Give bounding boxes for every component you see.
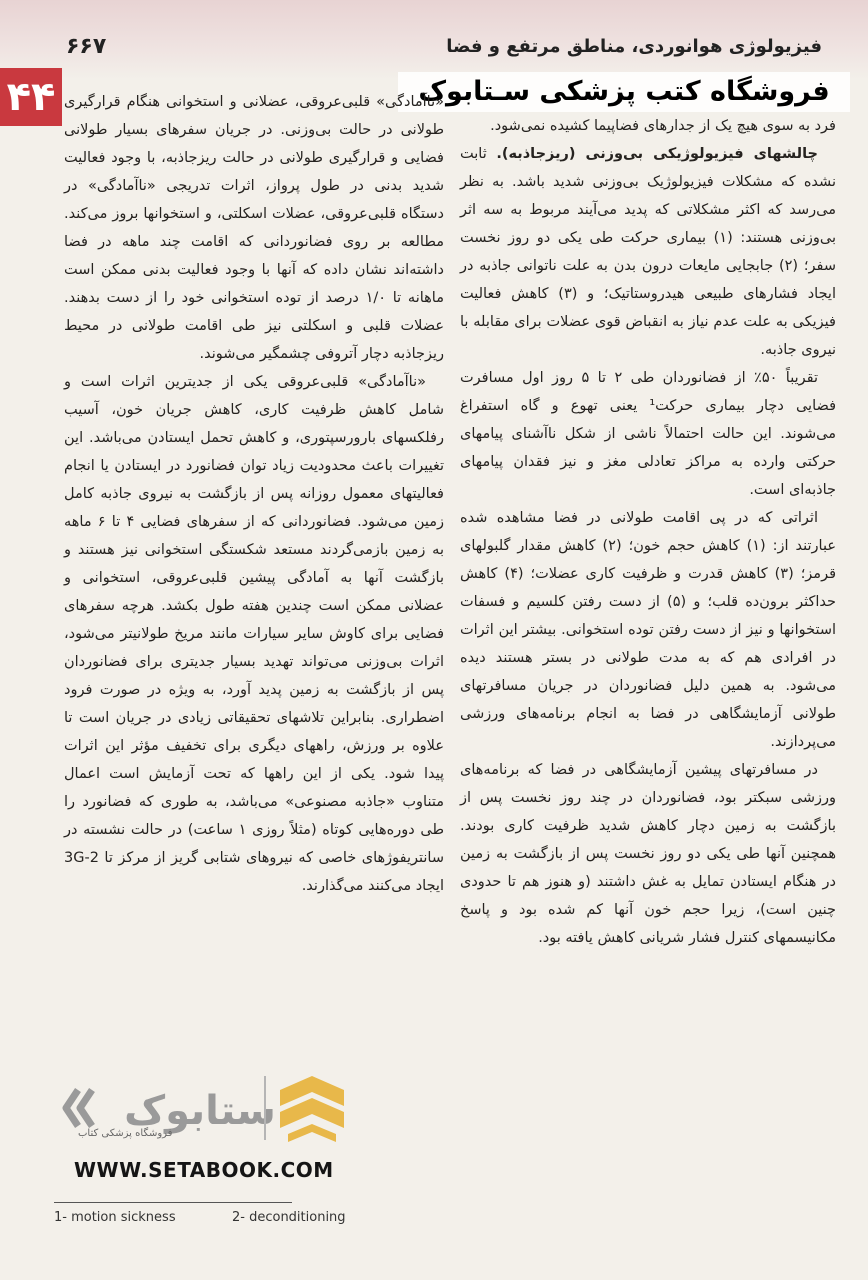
right-paragraph-3: اثراتی که در پی اقامت طولانی در فضا مشاهده شده عبارتند از: (۱) کاهش حجم خون؛ (۲) کاهش مقدار گلبولهای قرمز؛ (۳) کاهش قدرت و ظرفیت کاری عضلات؛ (۴) کاهش حداکثر برون‌ده قلب؛ و (۵) از دست رفتن کلسیم و فسفات استخوانها و نیز از دست رفتن توده استخوانی. بیشتر این اثرات در افرادی هم که به مدت طولانی در بستر هستند دیده می‌شود. به همین دلیل فضانوردان در جریان مسافرتهای طولانی آزمایشگاهی در فضا به انجام برنامه‌های ورزشی می‌پردازند. bbox=[460, 510, 837, 750]
right-paragraph-1-body: ثابت نشده که مشکلات فیزیولوژیک بی‌وزنی شدید باشد. به نظر می‌رسد که اکثر مشکلاتی که پدید می‌آیند مربوط به سه اثر بی‌وزنی هستند: (۱) بیماری حرکت طی یکی دو روز نخست سفر؛ (۲) جابجایی مایعات درون بدن به علت ناتوانی جاذبه در ایجاد فشارهای طبیعی هیدروستاتیک؛ و (۳) کاهش فعالیت فیزیکی به علت عدم نیاز به انقباض قوی عضلات برای مقابله با نیروی جاذبه. bbox=[460, 146, 836, 358]
watermark-banner: فروشگاه کتب پزشکی سـتابوک bbox=[398, 72, 850, 112]
section-heading: چالشهای فیزیولوژیکی بی‌وزنی (ریزجاذبه). bbox=[496, 146, 819, 162]
right-paragraph-1 bbox=[460, 140, 836, 364]
chapter-tab: ۴۴ bbox=[0, 68, 62, 126]
brand-mark: ستابوک bbox=[124, 1088, 276, 1134]
right-paragraph-0: فرد به سوی هیچ یک از جدارهای فضاپیما کشیده نمی‌شود. bbox=[490, 118, 836, 134]
left-paragraph-1: «ناآمادگی» قلبی‌عروقی، عضلانی و استخوانی هنگام قرارگیری طولانی در حالت بی‌وزنی. در جریان سفرهای بسیار طولانی فضایی و قرارگیری طولانی در حالت ریزجاذبه، با وجود فعالیت شدید بدنی در طول پرواز، اثرات تدریجی «ناآمادگی» در دستگاه قلبی‌عروقی، عضلات اسکلتی، و استخوانها بروز می‌کند. مطالعه بر روی فضانوردانی که اقامت چند ماهه در فضا داشته‌اند نشان داده که آنها با وجود فعالیت بدنی ممکن است ماهانه تا ۱/۰ درصد از توده استخوانی خود را از دست بدهند. عضلات قلبی و اسکلتی نیز طی اقامت طولانی در محیط ریزجاذبه دچار آتروفی چشمگیر می‌شوند. bbox=[64, 94, 444, 362]
logo-caption: فروشگاه پزشکی کتاب bbox=[78, 1128, 173, 1139]
footnote-2: 2- deconditioning bbox=[232, 1210, 346, 1225]
footnote-1: 1- motion sickness bbox=[54, 1210, 176, 1225]
footnote-rule bbox=[54, 1202, 292, 1203]
setabook-logo-icon bbox=[60, 1068, 380, 1158]
left-paragraph-2: «ناآمادگی» قلبی‌عروقی یکی از جدیترین اثرات است و شامل کاهش ظرفیت کاری، کاهش جریان خون، آسیب رفلکسهای بارورسپتوری، و کاهش تحمل ایستادن می‌باشد. این تغییرات باعث محدودیت زیاد توان فضانورد در ایستادن یا انجام فعالیتهای معمول روزانه پس از بازگشت به نیروی جاذبه کامل زمین می‌شود. فضانوردانی که از سفرهای فضایی ۴ تا ۶ ماهه به زمین بازمی‌گردند مستعد شکستگی استخوانی نیز هستند و بازگشت آنها به آمادگی پیشین قلبی‌عروقی، استخوانی و عضلانی ممکن است چندین هفته طول بکشد. هرچه سفرهای فضایی برای کاوش سایر سیارات مانند مریخ طولانیتر می‌شود، اثرات بی‌وزنی می‌تواند تهدید بسیار جدیتری برای فضانوردان پس از بازگشت به زمین پدید آورد، به ویژه در صورت فرود اضطراری. بنابراین تلاشهای تحقیقاتی زیادی در جریان است تا علاوه بر ورزش، راههای دیگری برای تخفیف مؤثر این اثرات پیدا شود. یکی از این راهها که تحت آزمایش است اعمال متناوب «جاذبه مصنوعی» می‌باشد، به طوری که فضانورد را طی دوره‌هایی کوتاه (مثلاً روزی ۱ ساعت) در حالت نشسته در سانتریفوژهای خاصی که نیروهای شتابی گریز از مرکز تا 2-3G ایجاد می‌کنند می‌گذارند. bbox=[64, 374, 445, 894]
right-paragraph-4: در مسافرتهای پیشین آزمایشگاهی در فضا که برنامه‌های ورزشی سبکتر بود، فضانوردان در چند روز نخست پس از بازگشت به زمین دچار کاهش شدید ظرفیت کاری بودند. همچنین آنها طی یکی دو روز نخست پس از بازگشت به زمین در هنگام ایستادن تمایل به غش داشتند (و هنوز هم تا حدودی چنین است)، زیرا حجم خون آنها کم شده بود و پاسخ مکانیسمهای کنترل فشار شریانی کاهش یافته بود. bbox=[460, 762, 836, 946]
right-column bbox=[460, 112, 836, 952]
page-number: ۶۶۷ bbox=[66, 34, 107, 59]
running-head: فیزیولوژی هوانوردی، مناطق مرتفع و فضا bbox=[446, 36, 822, 57]
right-paragraph-2: تقریباً ۵۰٪ از فضانوردان طی ۲ تا ۵ روز اول مسافرت فضایی دچار بیماری حرکت¹ یعنی تهوع و گاه استفراغ می‌شوند. این حالت احتمالاً ناشی از شکل ناآشنای پیامهای حرکتی وارده به مراکز تعادلی مغز و نیز فقدان پیامهای جاذبه‌ای است. bbox=[460, 370, 836, 498]
left-column bbox=[64, 88, 444, 900]
site-url: WWW.SETABOOK.COM bbox=[74, 1158, 334, 1182]
